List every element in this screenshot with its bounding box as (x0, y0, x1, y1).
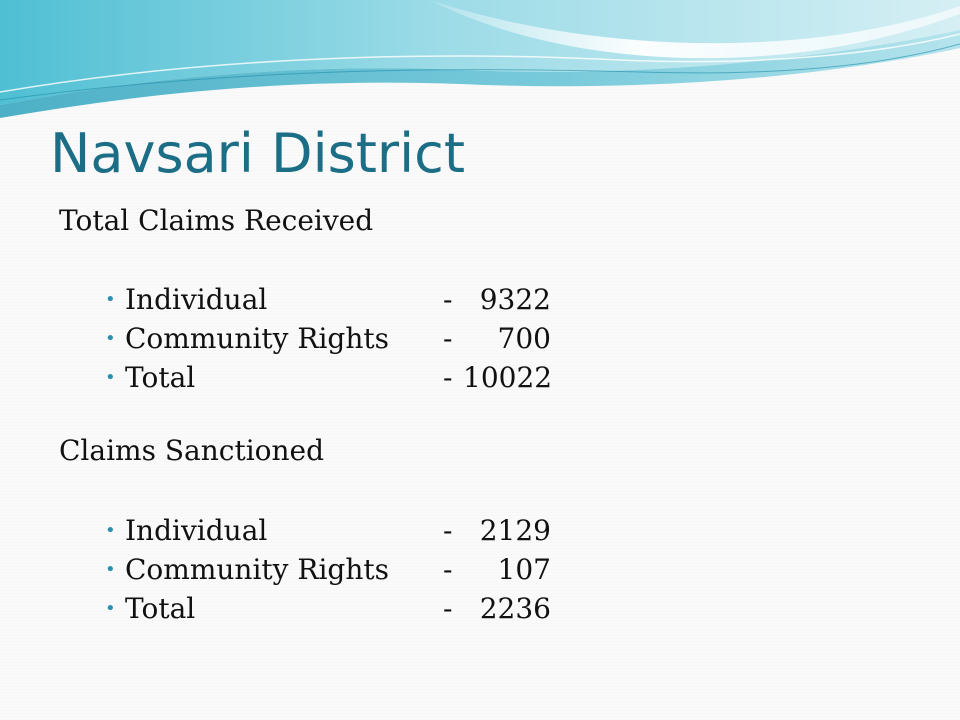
item-value: 107 (497, 553, 551, 586)
item-label: Total (125, 361, 196, 394)
item-label: Community Rights (125, 553, 389, 586)
claims-sanctioned-list (105, 513, 625, 630)
claims-received-list (105, 282, 625, 399)
item-value: 9322 (479, 283, 551, 316)
item-label: Individual (125, 283, 268, 316)
item-dash: - (443, 514, 453, 547)
list-item (105, 321, 625, 360)
item-dash: - (443, 553, 453, 586)
bullet-icon: • (105, 289, 116, 310)
section-heading-claims-sanctioned: Claims Sanctioned (59, 434, 325, 467)
list-item (105, 360, 625, 399)
bullet-icon: • (105, 367, 116, 388)
list-item (105, 282, 625, 321)
list-item (105, 552, 625, 591)
item-dash: - (443, 361, 453, 394)
bullet-icon: • (105, 520, 116, 541)
slide-title: Navsari District (50, 122, 465, 185)
bullet-icon: • (105, 328, 116, 349)
item-dash: - (443, 283, 453, 316)
bullet-icon: • (105, 598, 116, 619)
bullet-icon: • (105, 559, 116, 580)
item-label: Total (125, 592, 196, 625)
section-heading-claims-received: Total Claims Received (59, 204, 374, 237)
item-value: 2236 (479, 592, 551, 625)
item-value: 700 (497, 322, 551, 355)
item-dash: - (443, 592, 453, 625)
item-value: 2129 (479, 514, 551, 547)
wave-header-decoration (0, 0, 960, 130)
item-label: Individual (125, 514, 268, 547)
list-item (105, 591, 625, 630)
item-label: Community Rights (125, 322, 389, 355)
item-dash: - (443, 322, 453, 355)
list-item (105, 513, 625, 552)
item-value: 10022 (463, 361, 553, 394)
